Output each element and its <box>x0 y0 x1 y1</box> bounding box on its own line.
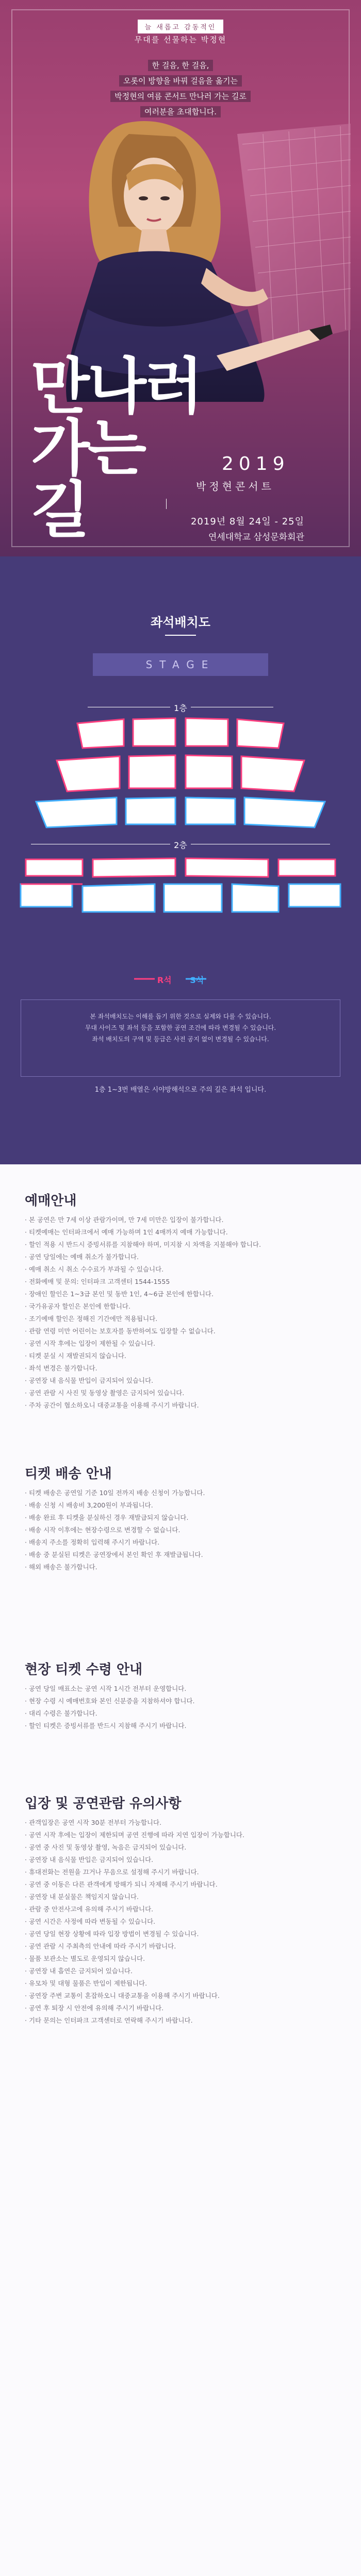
list-item: · 국가유공자 할인은 본인에 한합니다. <box>25 1302 130 1310</box>
stage-label: STAGE <box>93 653 268 676</box>
list-item: · 배송 완료 후 티켓을 분실하신 경우 재발급되지 않습니다. <box>25 1514 189 1521</box>
list-item: · 배송지 주소를 정확히 입력해 주시기 바랍니다. <box>25 1538 160 1546</box>
hero-divider <box>166 499 167 509</box>
list-item: · 공연 당일 매표소는 공연 시작 1시간 전부터 운영합니다. <box>25 1685 187 1692</box>
seating-title: 좌석배치도 <box>151 615 210 630</box>
list-item: · 관객입장은 공연 시작 30분 전부터 가능합니다. <box>25 1819 162 1826</box>
list-item: · 주차 공간이 협소하오니 대중교통을 이용해 주시기 바랍니다. <box>25 1401 199 1409</box>
list-item: · 공연장 주변 교통이 혼잡하오니 대중교통을 이용해 주시기 바랍니다. <box>25 1992 220 1999</box>
list-item: · 공연 관람 시 주최측의 안내에 따라 주시기 바랍니다. <box>25 1942 176 1950</box>
concert-date: 2019년 8월 24일 - 25일 <box>190 516 304 527</box>
list-item: · 공연 중 사진 및 동영상 촬영, 녹음은 금지되어 있습니다. <box>25 1843 187 1851</box>
list-item: · 티켓예매는 인터파크에서 예매 가능하며 1인 4매까지 예매 가능합니다. <box>25 1228 228 1236</box>
list-item: · 공연 당일 현장 상황에 따라 입장 방법이 변경될 수 있습니다. <box>25 1930 199 1938</box>
list-item: · 공연 시작 후에는 입장이 제한될 수 있습니다. <box>25 1340 156 1347</box>
note-line: 좌석 배치도의 구역 및 등급은 사전 공지 없이 변경될 수 있습니다. <box>92 1036 269 1043</box>
list-item: · 전화예매 및 문의: 인터파크 고객센터 1544-1555 <box>25 1278 170 1285</box>
note-line: 본 좌석배치도는 이해를 돕기 위한 것으로 실제와 다를 수 있습니다. <box>90 1013 271 1020</box>
list-item: · 해외 배송은 불가합니다. <box>25 1563 97 1571</box>
intro-line: 오롯이 방향을 바꿔 걸음을 옮기는 <box>119 75 242 87</box>
seat-legend <box>0 974 361 986</box>
ticket-list <box>25 1214 334 1412</box>
list-item: · 공연장 내 분실물은 책임지지 않습니다. <box>25 1893 139 1901</box>
list-item: · 대리 수령은 불가합니다. <box>25 1709 97 1717</box>
list-item: · 티켓 분실 시 재발권되지 않습니다. <box>25 1352 126 1360</box>
list-item: · 기타 문의는 인터파크 고객센터로 연락해 주시기 바랍니다. <box>25 2016 193 2024</box>
list-item: · 할인 적용 시 반드시 증빙서류를 지참해야 하며, 미지참 시 차액을 지불해야 합니다. <box>25 1241 261 1248</box>
delivery-list <box>25 1487 334 1573</box>
title-line: 가는 <box>31 413 144 484</box>
list-item: · 관람 연령 미만 어린이는 보호자를 동반하여도 입장할 수 없습니다. <box>25 1327 216 1335</box>
list-item: · 공연 관람 시 사진 및 동영상 촬영은 금지되어 있습니다. <box>25 1389 185 1397</box>
list-item: · 관람 중 안전사고에 유의해 주시기 바랍니다. <box>25 1905 154 1913</box>
list-item: · 본 공연은 만 7세 이상 관람가이며, 만 7세 미만은 입장이 불가합니다. <box>25 1216 224 1224</box>
tagline-text: 늘 새롭고 감동적인 <box>138 20 224 33</box>
list-item: · 현장 수령 시 예매번호와 본인 신분증을 지참하셔야 합니다. <box>25 1697 195 1705</box>
title-line: 만나러 <box>31 351 201 422</box>
ticket-title: 예매안내 <box>25 1193 77 1209</box>
list-item: · 휴대전화는 전원을 끄거나 무음으로 설정해 주시기 바랍니다. <box>25 1868 199 1876</box>
list-item: · 공연 중 이동은 다른 관객에게 방해가 되니 자제해 주시기 바랍니다. <box>25 1880 218 1888</box>
intro-line: 한 걸음, 한 걸음, <box>148 60 214 71</box>
seating-note-2: 1층 1~3번 배열은 시야방해석으로 주의 깊은 좌석 입니다. <box>94 1086 267 1094</box>
delivery-title: 티켓 배송 안내 <box>25 1466 112 1482</box>
list-item: · 유모차 및 대형 물품은 반입이 제한됩니다. <box>25 1979 147 1987</box>
seating-rule <box>165 635 196 636</box>
list-item: · 티켓 배송은 공연일 기준 10일 전까지 배송 신청이 가능합니다. <box>25 1489 205 1497</box>
subtitle: 무대를 선물하는 박정현 <box>134 35 227 44</box>
intro-line: 여러분을 초대합니다. <box>140 106 221 117</box>
tagline <box>0 20 361 33</box>
list-item: · 조기예매 할인은 정해진 기간에만 적용됩니다. <box>25 1315 158 1323</box>
floor1-label: 1층 <box>174 703 187 713</box>
list-item: · 공연 시작 후에는 입장이 제한되며 공연 진행에 따라 지연 입장이 가능합니다. <box>25 1831 244 1839</box>
intro-text <box>0 58 361 120</box>
list-item: · 배송 시작 이후에는 현장수령으로 변경할 수 없습니다. <box>25 1526 180 1534</box>
list-item: · 장애인 할인은 1~3급 본인 및 동반 1인, 4~6급 본인에 한합니다. <box>25 1290 214 1298</box>
list-item: · 공연장 내 흡연은 금지되어 있습니다. <box>25 1967 133 1975</box>
legend-r: R석 <box>157 975 172 985</box>
list-item: · 배송 중 분실된 티켓은 공연장에서 본인 확인 후 재발급됩니다. <box>25 1551 203 1558</box>
intro-line: 박정현의 여름 콘서트 만나러 가는 길로 <box>110 91 251 102</box>
concert-venue: 연세대학교 삼성문화회관 <box>208 532 304 543</box>
list-item: · 할인 티켓은 증빙서류를 반드시 지참해 주시기 바랍니다. <box>25 1722 187 1730</box>
onsite-list <box>25 1683 334 1732</box>
floor2-label: 2층 <box>174 840 187 850</box>
caution-title: 입장 및 공연관람 유의사항 <box>25 1796 182 1811</box>
list-item: · 공연 당일에는 예매 취소가 불가합니다. <box>25 1253 139 1261</box>
list-item: · 물품 보관소는 별도로 운영되지 않습니다. <box>25 1955 145 1962</box>
onsite-title: 현장 티켓 수령 안내 <box>25 1662 143 1677</box>
title-line: 길 <box>31 474 88 546</box>
caution-list <box>25 1817 334 2027</box>
concert-name: 박정현콘서트 <box>196 480 274 493</box>
seating-note <box>36 1011 325 1045</box>
list-item: · 공연 후 퇴장 시 안전에 유의해 주시기 바랍니다. <box>25 2004 164 2012</box>
concert-title <box>31 351 201 546</box>
list-item: · 예매 취소 시 취소 수수료가 부과될 수 있습니다. <box>25 1265 164 1273</box>
list-item: · 공연장 내 음식물 반입은 금지되어 있습니다. <box>25 1856 154 1863</box>
list-item: · 좌석 변경은 불가합니다. <box>25 1364 97 1372</box>
legend-s: S석 <box>190 975 204 985</box>
note-line: 무대 사이즈 및 좌석 등을 포함한 공연 조건에 따라 변경될 수 있습니다. <box>85 1024 276 1031</box>
concert-year: 2019 <box>222 453 290 474</box>
list-item: · 공연장 내 음식물 반입이 금지되어 있습니다. <box>25 1377 154 1384</box>
list-item: · 공연 시간은 사정에 따라 변동될 수 있습니다. <box>25 1918 156 1925</box>
list-item: · 배송 신청 시 배송비 3,200원이 부과됩니다. <box>25 1501 153 1509</box>
hero-banner <box>0 0 361 556</box>
